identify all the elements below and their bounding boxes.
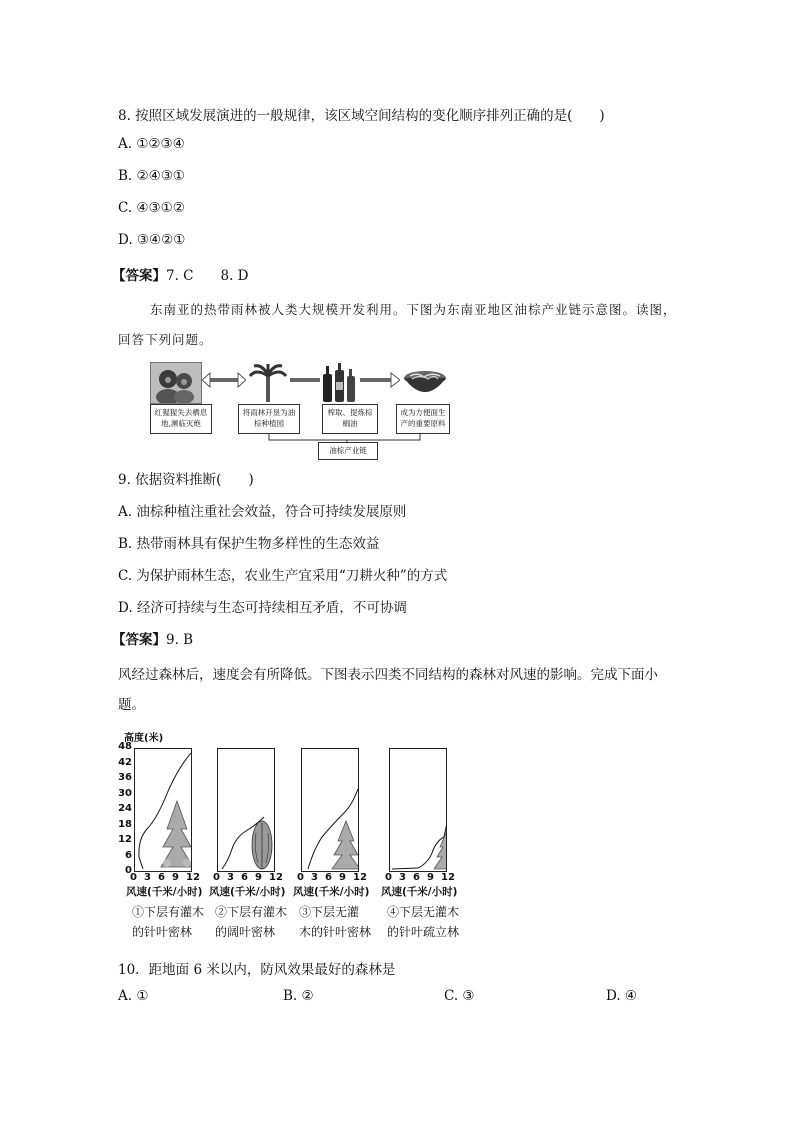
x-tick-label: 0: [385, 872, 392, 883]
orangutan-icon: [151, 363, 201, 403]
forest-panel-2: [217, 748, 275, 872]
q8-option-d[interactable]: D. ③④②①: [118, 232, 186, 248]
palm-tree-icon: [248, 362, 288, 402]
oil-bottle-icon: [320, 362, 358, 402]
x-tick-label: 6: [413, 872, 420, 883]
y-tick-label: 0: [125, 865, 132, 876]
forest-panel-4-svg: [390, 749, 446, 871]
forest-panel-3: [301, 748, 359, 872]
chain-box-plantation: 将雨林开垦为油棕种植园: [238, 404, 300, 434]
y-tick-label: 18: [118, 818, 132, 830]
noodle-bowl-icon: [402, 362, 448, 402]
panel-label-line1: ①下层有灌木: [132, 905, 205, 919]
conifer-tree-icon: [434, 833, 446, 869]
forest-panel-1: [134, 748, 192, 872]
palm-oil-chain-figure: [150, 360, 450, 460]
x-tick-label: 6: [325, 872, 332, 883]
answer-text: 9. B: [166, 632, 194, 648]
panel-label-line1: ③下层无灌: [299, 905, 360, 919]
x-tick-label: 9: [427, 872, 434, 883]
x-tick-label: 0: [213, 872, 220, 883]
q10-option-d[interactable]: D. ④: [606, 988, 638, 1004]
x-tick-label: 3: [227, 872, 234, 883]
y-tick-label: 12: [118, 834, 132, 845]
chain-box-orangutan: 红猩猩失去栖息地,濒临灭绝: [150, 404, 212, 434]
panel-label-line2: 的阔叶密林: [215, 925, 276, 939]
q9-intro-line1: 东南亚的热带雨林被人类大规模开发利用。下图为东南亚地区油棕产业链示意图。读图，: [150, 302, 677, 317]
panel-label-line2: 木的针叶密林: [299, 925, 372, 939]
x-tick-label: 9: [255, 872, 262, 883]
q10-intro-line2: 题。: [118, 697, 145, 713]
q8-stem: 8. 按照区域发展演进的一般规律，该区域空间结构的变化顺序排列正确的是( ): [118, 108, 605, 124]
y-tick-label: 24: [118, 803, 132, 814]
noodle-bowl-image: [402, 362, 448, 402]
oil-bottles-image: [320, 362, 358, 402]
x-tick-label: 9: [339, 872, 346, 883]
x-axis-label: 风速(千米/小时): [209, 886, 286, 898]
forest-panel-2-svg: [218, 749, 274, 871]
chain-label: 油棕产业链: [318, 442, 378, 460]
q9-stem: 9. 依据资料推断( ): [118, 472, 254, 488]
q9-option-b[interactable]: B. 热带雨林具有保护生物多样性的生态效益: [118, 536, 380, 552]
x-tick-label: 12: [269, 872, 283, 883]
x-axis-label: 风速(千米/小时): [381, 886, 458, 898]
q10-option-a[interactable]: A. ①: [118, 988, 149, 1004]
x-tick-label: 6: [241, 872, 248, 883]
x-axis-label: 风速(千米/小时): [126, 886, 203, 898]
q10-option-c[interactable]: C. ③: [444, 988, 475, 1004]
right-arrow-icon-2: [360, 372, 400, 388]
x-tick-label: 3: [311, 872, 318, 883]
panel-label-line2: 的针叶疏立林: [387, 925, 460, 939]
forest-panel-1-svg: [135, 749, 191, 871]
x-tick-label: 0: [130, 872, 137, 883]
q9-option-a[interactable]: A. 油棕种植注重社会效益，符合可持续发展原则: [118, 504, 407, 520]
orangutan-photo: [150, 362, 202, 404]
x-axis-label: 风速(千米/小时): [293, 886, 370, 898]
forest-panel-label: [132, 902, 204, 942]
double-arrow-icon: [202, 372, 246, 388]
answer-9: [112, 628, 193, 648]
answer-tag: 【答案】: [112, 268, 166, 284]
q8-option-c[interactable]: C. ④③①②: [118, 200, 185, 216]
forest-panel-label: [299, 902, 371, 942]
palm-tree-image: [248, 362, 288, 402]
forest-panel-label: [215, 902, 287, 942]
x-tick-label: 0: [297, 872, 304, 883]
y-tick-label: 48: [118, 741, 132, 752]
x-tick-label: 9: [172, 872, 179, 883]
x-tick-label: 12: [441, 872, 455, 883]
y-tick-label: 6: [125, 849, 132, 861]
chain-bracket: [150, 434, 450, 446]
forest-panel-label: [387, 902, 459, 942]
x-tick-label: 12: [353, 872, 367, 883]
answer-tag: 【答案】: [112, 632, 166, 648]
q10-stem: 10．距地面 6 米以内，防风效果最好的森林是: [118, 962, 396, 978]
panel-label-line2: 的针叶密林: [132, 925, 193, 939]
x-tick-label: 3: [399, 872, 406, 883]
y-tick-label: 30: [118, 787, 132, 799]
q8-option-b[interactable]: B. ②④③①: [118, 168, 185, 184]
q10-intro-line1: 风经过森林后，速度会有所降低。下图表示四类不同结构的森林对风速的影响。完成下面小: [118, 667, 658, 683]
forest-panel-4: [389, 748, 447, 872]
conifer-tree-icon: [161, 801, 191, 867]
x-tick-label: 6: [158, 872, 165, 883]
x-tick-label: 3: [144, 872, 151, 883]
q9-option-d[interactable]: D. 经济可持续与生态可持续相互矛盾，不可协调: [118, 600, 407, 616]
chain-box-extraction: 榨取、提炼棕榈油: [322, 404, 378, 434]
y-tick-label: 42: [118, 756, 132, 768]
chain-box-noodle: 成为方便面生产的重要原料: [396, 404, 450, 434]
forest-panel-3-svg: [302, 749, 358, 871]
y-tick-label: 36: [118, 772, 132, 783]
answer-7-8: [112, 264, 249, 284]
panel-label-line1: ④下层无灌木: [387, 905, 460, 919]
q10-option-b[interactable]: B. ②: [283, 988, 314, 1004]
q9-option-c[interactable]: C. 为保护雨林生态，农业生产宜采用“刀耕火种”的方式: [118, 568, 448, 584]
q8-option-a[interactable]: A. ①②③④: [118, 136, 185, 152]
answer-text: 7. C 8. D: [166, 268, 249, 284]
q9-intro-line2: 回答下列问题。: [118, 332, 213, 347]
x-tick-label: 12: [186, 872, 200, 883]
panel-label-line1: ②下层有灌木: [215, 905, 288, 919]
conifer-tree-icon: [332, 821, 358, 869]
forest-chart-y-title: 高度(米): [124, 733, 164, 744]
